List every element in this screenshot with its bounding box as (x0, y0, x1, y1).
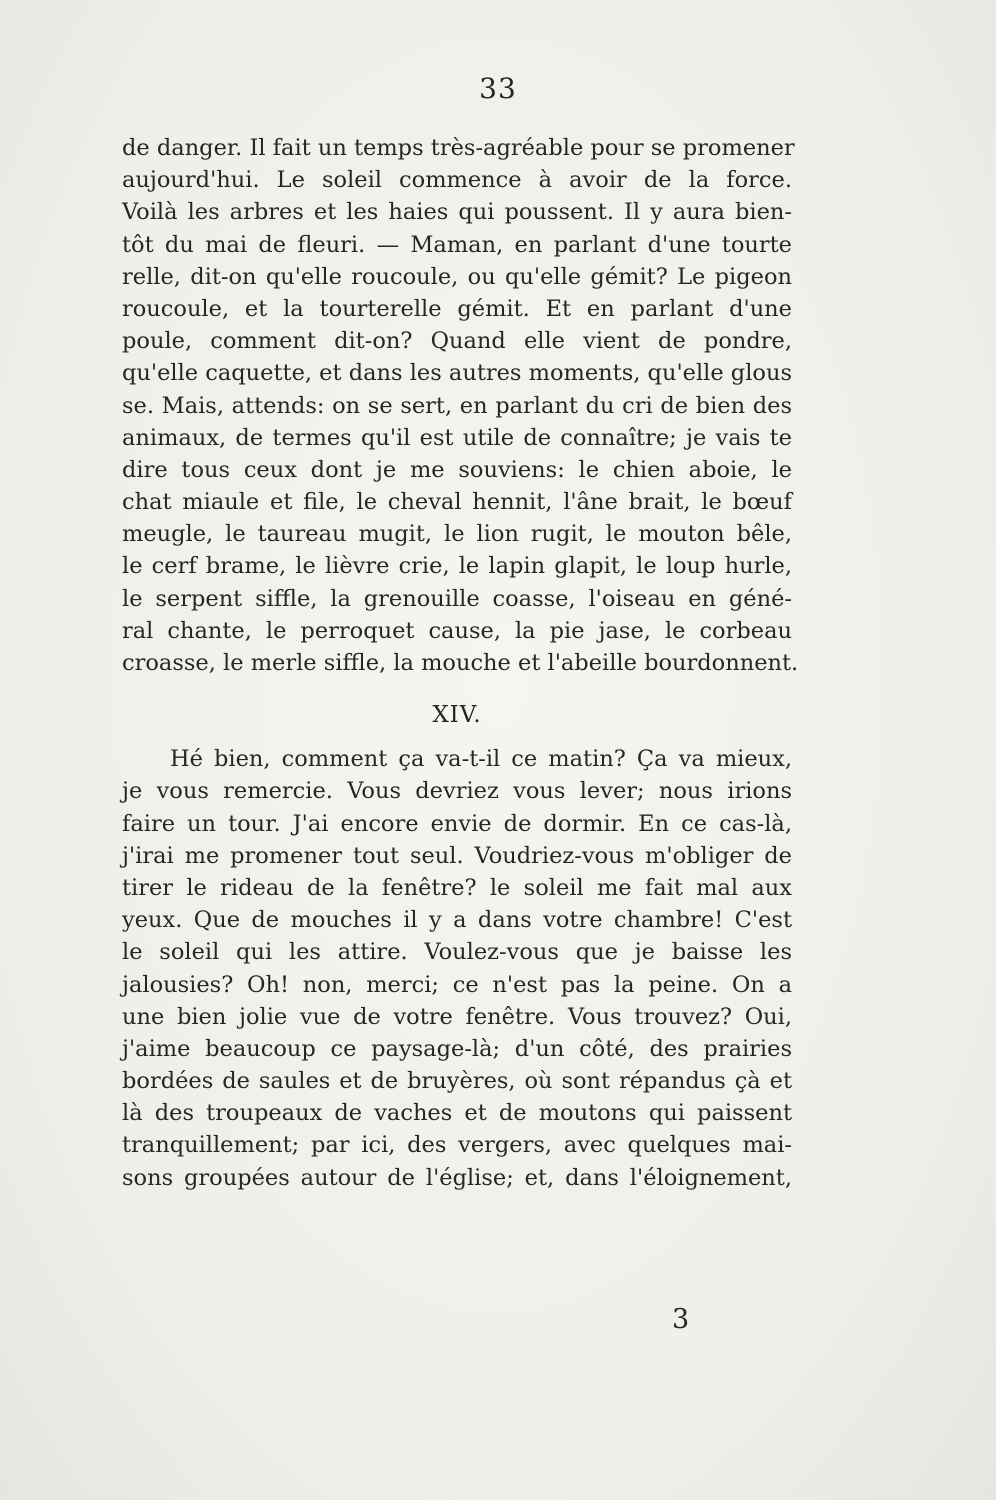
text-line: sons groupées autour de l'église; et, dans l'éloignement, (122, 1164, 792, 1191)
text-line: tirer le rideau de la fenêtre? le soleil me fait mal aux (122, 874, 792, 901)
text-line: de danger. Il fait un temps très-agréable pour se promener (122, 135, 795, 161)
text-line: le soleil qui les attire. Voulez-vous que je baisse les (122, 939, 792, 966)
text-line: ral chante, le perroquet cause, la pie jase, le corbeau (122, 617, 792, 644)
text-line: roucoule, et la tourterelle gémit. Et en parlant d'une (122, 295, 792, 322)
text-line: faire un tour. J'ai encore envie de dormir. En ce cas-là, (122, 810, 792, 837)
text-line: tranquillement; par ici, des vergers, avec quelques mai- (122, 1132, 792, 1159)
page-number: 33 (479, 72, 517, 105)
text-line: jalousies? Oh! non, merci; ce n'est pas la peine. On a (122, 971, 792, 998)
text-line: le serpent siffle, la grenouille coasse, l'oiseau en géné- (122, 585, 792, 612)
text-line: là des troupeaux de vaches et de moutons qui paissent (122, 1100, 792, 1127)
text-line: j'irai me promener tout seul. Voudriez-vous m'obliger de (122, 842, 792, 869)
text-line: yeux. Que de mouches il y a dans votre chambre! C'est (122, 907, 792, 934)
text-line: relle, dit-on qu'elle roucoule, ou qu'elle gémit? Le pigeon (122, 263, 792, 290)
text-line: une bien jolie vue de votre fenêtre. Vous trouvez? Oui, (122, 1003, 792, 1030)
text-line: animaux, de termes qu'il est utile de connaître; je vais te (122, 424, 792, 451)
text-line: bordées de saules et de bruyères, où sont répandus çà et (122, 1068, 792, 1095)
paragraph-2 (122, 743, 792, 1194)
text-line: tôt du mai de fleuri. — Maman, en parlant d'une tourte (122, 231, 792, 258)
text-line: croasse, le merle siffle, la mouche et l'abeille bourdonnent. (122, 650, 799, 676)
text-line: j'aime beaucoup ce paysage-là; d'un côté, des prairies (122, 1035, 792, 1062)
text-line: dire tous ceux dont je me souviens: le chien aboie, le (122, 456, 792, 483)
text-line: le cerf brame, le lièvre crie, le lapin glapit, le loup hurle, (122, 553, 792, 580)
text-line: Voilà les arbres et les haies qui poussent. Il y aura bien- (122, 199, 792, 226)
section-heading: XIV. (432, 702, 482, 729)
body-text (122, 132, 799, 1194)
text-line: Hé bien, comment ça va-t-il ce matin? Ça va mieux, (170, 746, 792, 773)
text-line: qu'elle caquette, et dans les autres moments, qu'elle glous (122, 360, 792, 387)
text-line: chat miaule et file, le cheval hennit, l'âne brait, le bœuf (122, 489, 792, 516)
text-line: aujourd'hui. Le soleil commence à avoir de la force. (122, 167, 792, 194)
text-line: poule, comment dit-on? Quand elle vient de pondre, (122, 328, 792, 355)
text-line: meugle, le taureau mugit, le lion rugit, le mouton bêle, (122, 521, 792, 548)
text-line: je vous remercie. Vous devriez vous lever; nous irions (122, 778, 792, 805)
text-line: se. Mais, attends: on se sert, en parlant du cri de bien des (122, 392, 792, 419)
signature-mark: 3 (672, 1304, 690, 1335)
paragraph-1 (122, 132, 799, 679)
